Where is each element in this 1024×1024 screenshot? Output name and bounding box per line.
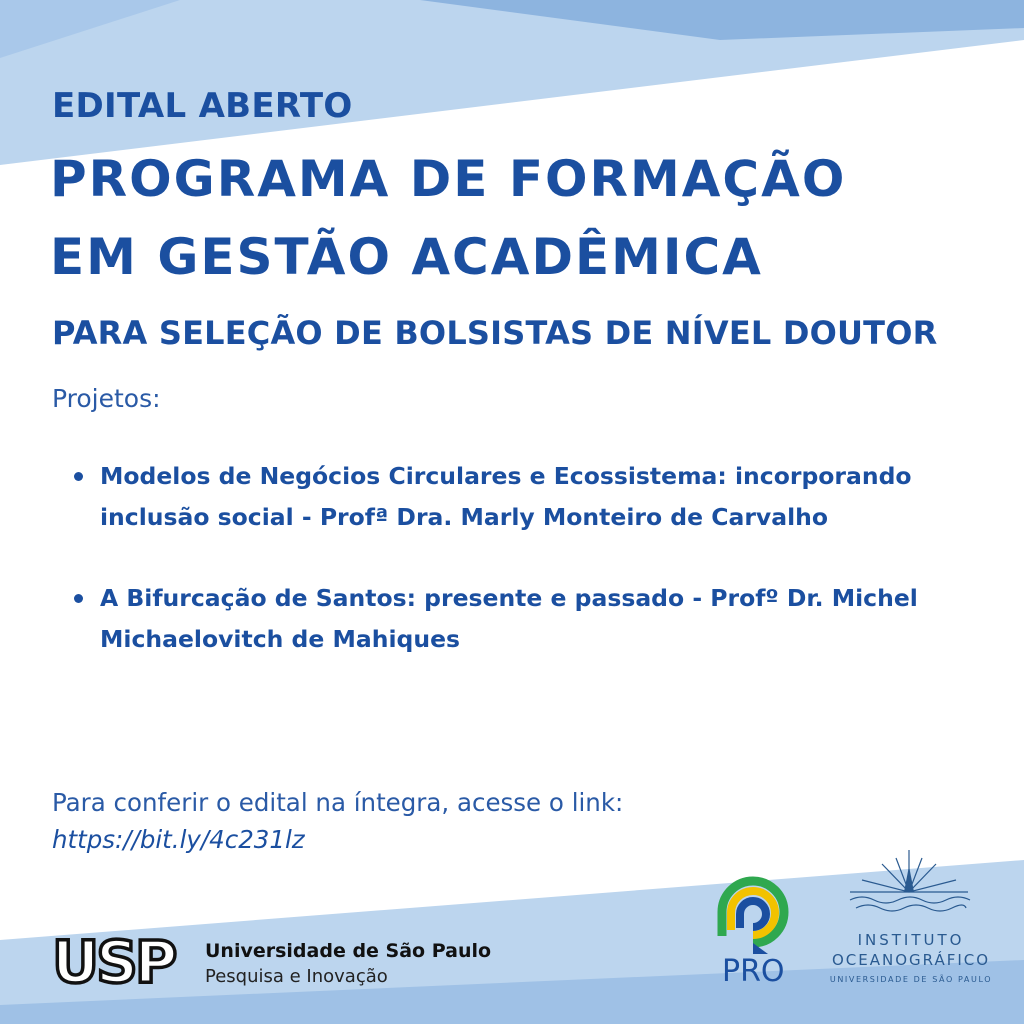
bullet-icon xyxy=(74,594,83,603)
usp-subtitle: Pesquisa e Inovação xyxy=(205,966,388,987)
io-name-line3: UNIVERSIDADE DE SÃO PAULO xyxy=(829,975,993,984)
projects-label: Projetos: xyxy=(52,384,161,413)
project-item xyxy=(68,578,968,660)
usp-name: Universidade de São Paulo xyxy=(205,940,492,962)
projects-list xyxy=(68,456,968,660)
page-title-line1: PROGRAMA DE FORMAÇÃO xyxy=(50,150,847,208)
usp-logo-icon xyxy=(52,930,190,988)
kicker-label: EDITAL ABERTO xyxy=(52,86,353,126)
project-item-text: A Bifurcação de Santos: presente e passado - Profº Dr. Michel Michaelovitch de Mahiques xyxy=(100,584,918,653)
project-item xyxy=(68,456,968,538)
bullet-icon xyxy=(74,472,83,481)
edital-link[interactable]: https://bit.ly/4c231lz xyxy=(52,825,305,854)
svg-text:USP: USP xyxy=(52,930,175,988)
io-name-line2: OCEANOGRÁFICO xyxy=(831,951,991,969)
oceanographic-institute-icon xyxy=(842,848,976,924)
pro-logo-icon xyxy=(712,872,794,954)
project-item-text: Modelos de Negócios Circulares e Ecossistema: incorporando inclusão social - Profª Dra. Marly Monteiro de Carvalho xyxy=(100,462,912,531)
pro-label: PRO xyxy=(722,954,785,989)
page-subtitle: PARA SELEÇÃO DE BOLSISTAS DE NÍVEL DOUTOR xyxy=(52,314,938,352)
io-name-line1: INSTITUTO xyxy=(857,931,965,949)
call-to-action-text: Para conferir o edital na íntegra, acesse o link: xyxy=(52,788,624,817)
page-title-line2: EM GESTÃO ACADÊMICA xyxy=(50,228,763,286)
